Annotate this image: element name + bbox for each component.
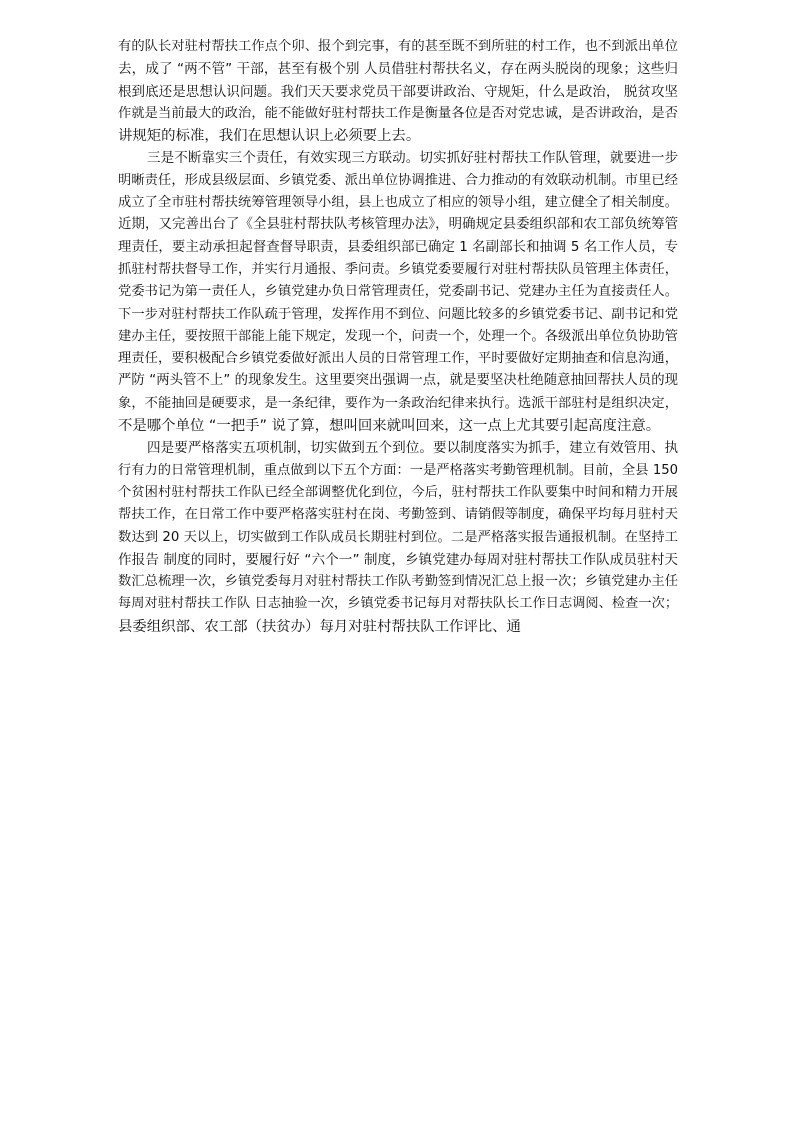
text-line: 四是要严格落实五项机制，切实做到五个到位。要以制度落实为抓手，建立有效管用、执 <box>147 440 678 457</box>
text-line: 县委组织部、农工部（扶贫办）每月对驻村帮扶队工作评比、通 <box>118 618 521 635</box>
text-line: 象，不能抽回是硬要求，是一条纪律，要作为一条政治纪律来执行。选派干部驻村是组织决定， <box>118 395 678 411</box>
text-line: 党委书记为第一责任人，乡镇党建办负日常管理责任，党委副书记、党建办主任为直接责任人。 <box>118 284 678 300</box>
paragraph-2 <box>118 147 678 437</box>
text-line: 作就是当前最大的政治，能不能做好驻村帮扶工作是衡量各位是否对党忠诚，是否讲政治，是否 <box>118 105 678 121</box>
text-line: 个贫困村驻村帮扶工作队已经全部调整优化到位，今后，驻村帮扶工作队要集中时间和精力开展 <box>118 484 678 500</box>
text-line: 理责任，要积极配合乡镇党委做好派出人员的日常管理工作，平时要做好定期抽查和信息沟通， <box>118 351 678 367</box>
text-line: 去，成了 “两不管” 干部，甚至有极个别 人员借驻村帮扶名义，存在两头脱岗的现象；这些归 <box>118 61 678 78</box>
text-line: 明晰责任，形成县级层面、乡镇党委、派出单位协调推进、合力推动的有效联动机制。市里已经 <box>118 172 678 188</box>
text-line: 帮扶工作，在日常工作中要严格落实驻村在岗、考勤签到、请销假等制度，确保平均每月驻村天 <box>118 507 678 523</box>
paragraph-3 <box>118 437 678 638</box>
text-line: 数达到 20 天以上，切实做到工作队成员长期驻村到位。二是严格落实报告通报机制。在坚持工 <box>118 529 678 545</box>
text-line: 近期，又完善出台了《全县驻村帮扶队考核管理办法》，明确规定县委组织部和农工部负统筹管 <box>118 217 678 233</box>
text-line: 每周对驻村帮扶工作队 日志抽验一次，乡镇党委书记每月对帮扶队长工作日志调阅、检查一次； <box>118 596 678 612</box>
text-line: 数汇总梳理一次，乡镇党委每月对驻村帮扶工作队考勤签到情况汇总上报一次；乡镇党建办主任 <box>118 574 678 590</box>
text-line: 讲规矩的标准，我们在思想认识上必须要上去。 <box>118 128 421 145</box>
text-line: 严防 “两头管不上” 的现象发生。这里要突出强调一点，就是要坚决杜绝随意抽回帮扶人员的现 <box>118 373 678 389</box>
text-line: 有的队长对驻村帮扶工作点个卯、报个到完事，有的甚至既不到所驻的村工作，也不到派出单位 <box>118 39 678 54</box>
text-line: 作报告 制度的同时，要履行好 “六个一” 制度，乡镇党建办每周对驻村帮扶工作队成员驻村天 <box>118 551 678 568</box>
text-line: 行有力的日常管理机制，重点做到以下五个方面：一是严格落实考勤管理机制。目前，全县 150 <box>118 462 678 478</box>
paragraph-1 <box>118 36 678 147</box>
text-line: 成立了全市驻村帮扶统筹管理领导小组，县上也成立了相应的领导小组，建立健全了相关制度。 <box>118 195 678 211</box>
document-page <box>118 36 678 638</box>
text-line: 理责任，要主动承担起督查督导职责，县委组织部已确定 1 名副部长和抽调 5 名工作人员，专 <box>118 239 678 255</box>
text-line: 建办主任，要按照干部能上能下规定，发现一个，问责一个，处理一个。各级派出单位负协助管 <box>118 328 678 344</box>
text-line: 三是不断靠实三个责任，有效实现三方联动。切实抓好驻村帮扶工作队管理，就要进一步 <box>147 150 678 167</box>
text-line: 抓驻村帮扶督导工作，并实行月通报、季问责。乡镇党委要履行对驻村帮扶队员管理主体责任， <box>118 261 678 277</box>
text-line: 下一步对驻村帮扶工作队疏于管理，发挥作用不到位、问题比较多的乡镇党委书记、副书记和党 <box>118 306 678 322</box>
text-line: 根到底还是思想认识问题。我们天天要求党员干部要讲政治、守规矩，什么是政治， 脱贫攻坚 <box>118 83 678 100</box>
text-line: 不是哪个单位 “一把手” 说了算，想叫回来就叫回来，这一点上尤其要引起高度注意。 <box>118 418 661 435</box>
